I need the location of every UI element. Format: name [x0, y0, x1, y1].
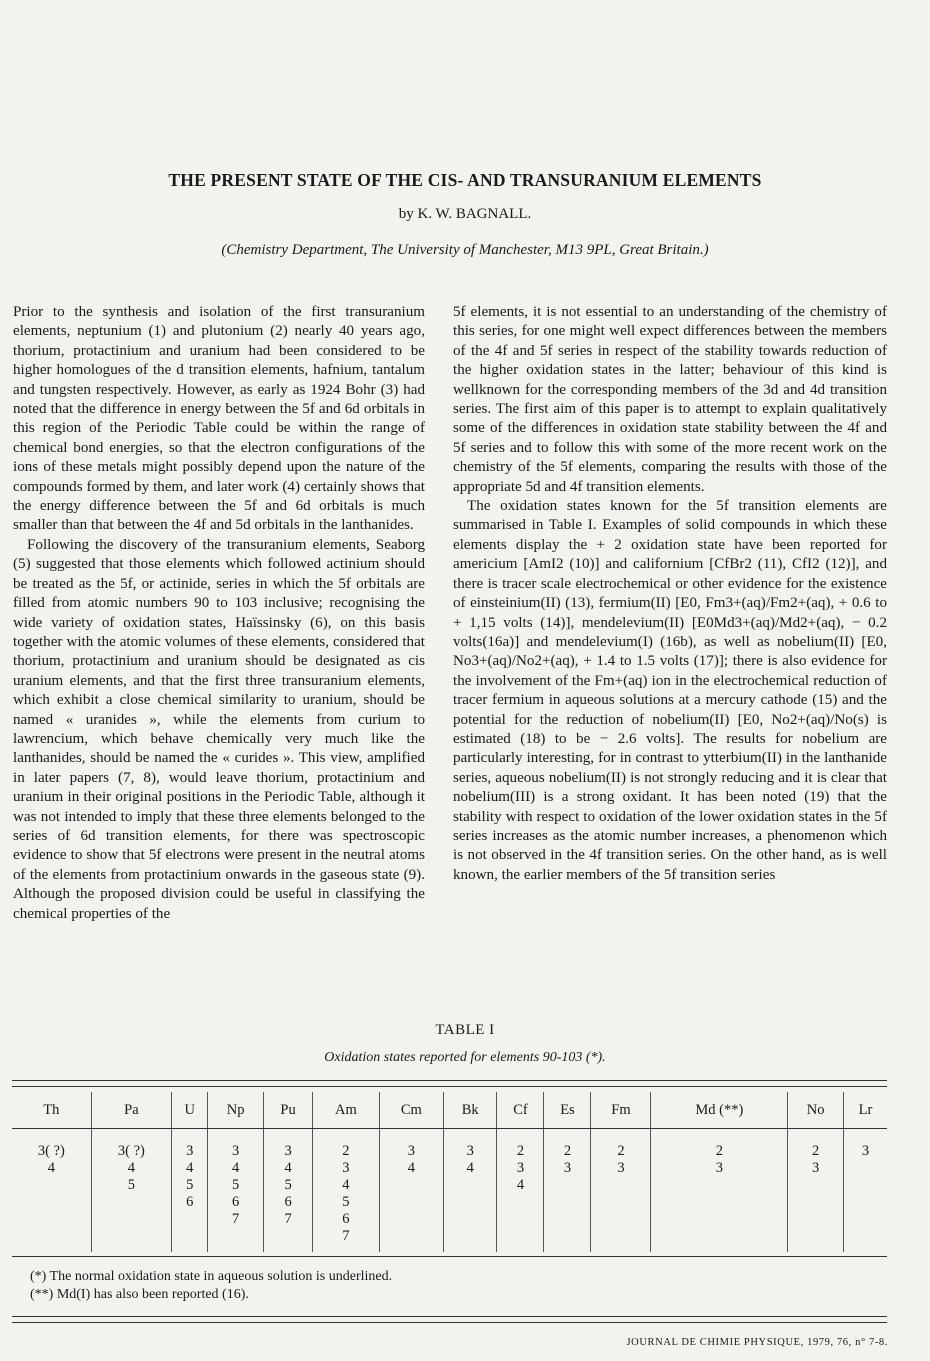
author-byline: by K. W. BAGNALL. — [398, 206, 532, 222]
element-header: Bk — [443, 1092, 497, 1129]
table-caption: Oxidation states reported for elements 90-103 (*). — [324, 1050, 606, 1065]
paragraph: The oxidation states known for the 5f transition elements are summarised in Table I. Examples of solid compounds in which these elements display the + 2 oxidation state have been reported for americium [AmI2 (10)] and californium [CfBr2 (11), CfI2 (12)], and there is tracer scale electrochemical or other evidence for the existence of einsteinium(II) (13), fermium(II) [E0, Fm3+(aq)/Fm2+(aq), + 0.6 to + 1,15 volts (14)], mendelevium(II) [E0Md3+(aq)/Md2+(aq), − 0.2 volts(16a)] and mendelevium(I) (16b), as well as nobelium(II) [E0, No3+(aq)/No2+(aq), + 1.4 to 1.5 volts (17)]; there is also evidence for the involvement of the Fm+(aq) ion in the electrochemical reduction of tracer fermium in aqueous solutions at a mercury cathode (15) and the potential for the reduction of nobelium(II) [E0, No2+(aq)/No(s) is estimated (18) to be − 2.6 volts]. The results for nobelium are particularly interesting, for in contrast to ytterbium(II) in the lanthanide series, aqueous nobelium(II) is not strongly reducing and it is clear that nobelium(III) is a strong oxidant. It has been noted (19) that the stability with respect to oxidation of the lower oxidation states in the 5f series increases as the atomic number increases, a phenomenon which is not observed in the 4f transition series. On the other hand, as is well known, the earlier members of the 5f transition series — [453, 498, 887, 883]
element-header: Md (**) — [651, 1092, 788, 1129]
element-header: Fm — [591, 1092, 651, 1129]
oxidation-states-cell: 3( ?) 4 — [37, 1143, 65, 1176]
element-header: Lr — [843, 1092, 887, 1129]
footer-rule — [12, 1322, 887, 1323]
footer-rule — [12, 1316, 887, 1317]
element-header: Am — [313, 1092, 379, 1129]
element-header: Cf — [497, 1092, 544, 1129]
element-header: Pu — [263, 1092, 312, 1129]
paragraph: 5f elements, it is not essential to an understanding of the chemistry of this series, for one might well expect differences between the members of the 4f and 5f series in respect of the stability towards reduction of the higher oxidation states in the latter; behaviour of this kind is wellknown for the corresponding members of the 3d and 4d transition series. The first aim of this paper is to attempt to explain qualitatively some of the differences in oxidation state stability between the 4f and 5f series and to follow this with some of the more recent work on the chemistry of the 5f elements, comparing the results with those of the appropriate 5d and 4f transition elements. — [453, 304, 887, 495]
body-column-right — [453, 303, 887, 885]
oxidation-states-cell: 3 4 — [443, 1129, 497, 1253]
oxidation-states-cell: 2 3 — [651, 1129, 788, 1253]
table-note: (*) The normal oxidation state in aqueous solution is underlined. — [30, 1269, 393, 1284]
oxidation-states-cell: 2 3 4 5 6 7 — [313, 1129, 379, 1253]
element-header: Cm — [379, 1092, 443, 1129]
oxidation-states-cell: 3 4 5 6 — [172, 1129, 208, 1253]
oxidation-states-cell: 2 3 — [591, 1129, 651, 1253]
oxidation-states-cell: 3( ?) 4 5 — [91, 1129, 171, 1253]
oxidation-states-cell: 3 4 5 6 7 — [263, 1129, 312, 1253]
oxidation-states-cell: 2 3 4 — [497, 1129, 544, 1253]
table-heading: TABLE I — [435, 1022, 495, 1038]
table-row — [12, 1129, 887, 1253]
element-header: U — [172, 1092, 208, 1129]
element-header: Th — [12, 1092, 91, 1129]
body-column-left — [13, 303, 425, 924]
article-title: THE PRESENT STATE OF THE CIS- AND TRANSURANIUM ELEMENTS — [168, 170, 762, 190]
oxidation-states-cell: 3 4 5 6 7 — [208, 1129, 264, 1253]
element-header: Pa — [91, 1092, 171, 1129]
table-note: (**) Md(I) has also been reported (16). — [30, 1287, 249, 1302]
oxidation-states-cell: 3 4 — [379, 1129, 443, 1253]
table-notes — [30, 1268, 392, 1304]
table-bottom-rule — [12, 1256, 887, 1257]
author-affiliation: (Chemistry Department, The University of Manchester, M13 9PL, Great Britain.) — [221, 242, 709, 258]
element-header: Es — [544, 1092, 591, 1129]
paragraph: Prior to the synthesis and isolation of the first transuranium elements, neptunium (1) and plutonium (2) nearly 40 years ago, thorium, protactinium and uranium had been considered to be higher homologues of the d transition elements, hafnium, tantalum and tungsten respectively. However, as early as 1924 Bohr (3) had noted that the difference in energy between the 5f and 6d orbitals in this region of the Periodic Table could be within the range of chemical bond energies, so that the electron configurations of the ions of these metals might possibly depend upon the nature of the compounds formed by them, and later work (4) certainly shows that the energy difference between the 5f and 6d orbitals is much smaller than that between the 4f and 5d orbitals in the lanthanides. — [13, 304, 425, 534]
table-top-rule — [12, 1080, 887, 1081]
oxidation-states-cell: 2 3 — [788, 1129, 844, 1253]
oxidation-states-cell: 3 — [843, 1129, 887, 1253]
table-header-row — [12, 1092, 887, 1129]
paragraph: Following the discovery of the transuranium elements, Seaborg (5) suggested that those elements which followed actinium should be treated as the 5f, or actinide, series in which the 5f orbitals are filled from atomic numbers 90 to 103 inclusive; recognising the wide variety of oxidation states, Haïssinsky (6), on this basis together with the atomic volumes of these elements, considered that thorium, protactinium and uranium should be designated as cis uranium elements, and that the first three transuranium elements, which exhibit a close chemical similarity to uranium, should be named « uranides », while the elements from curium to lawrencium, which behave chemically very much like the lanthanides, should be named the « curides ». This view, amplified in later papers (7, 8), would leave thorium, protactinium and uranium in their original positions in the Periodic Table, although it was not intended to imply that these three elements belonged to the series of 6d transition elements, for there was spectroscopic evidence to show that 5f electrons were present in the neutral atoms of the elements from protactinium onwards in the gaseous state (9). Although the proposed division could be useful in classifying the chemical properties of the — [13, 536, 425, 922]
oxidation-states-cell: 2 3 — [544, 1129, 591, 1253]
table-top-rule — [12, 1086, 887, 1087]
element-header: No — [788, 1092, 844, 1129]
element-header: Np — [208, 1092, 264, 1129]
oxidation-states-table — [12, 1092, 887, 1252]
journal-footer: JOURNAL DE CHIMIE PHYSIQUE, 1979, 76, n° 7-8. — [626, 1337, 888, 1348]
